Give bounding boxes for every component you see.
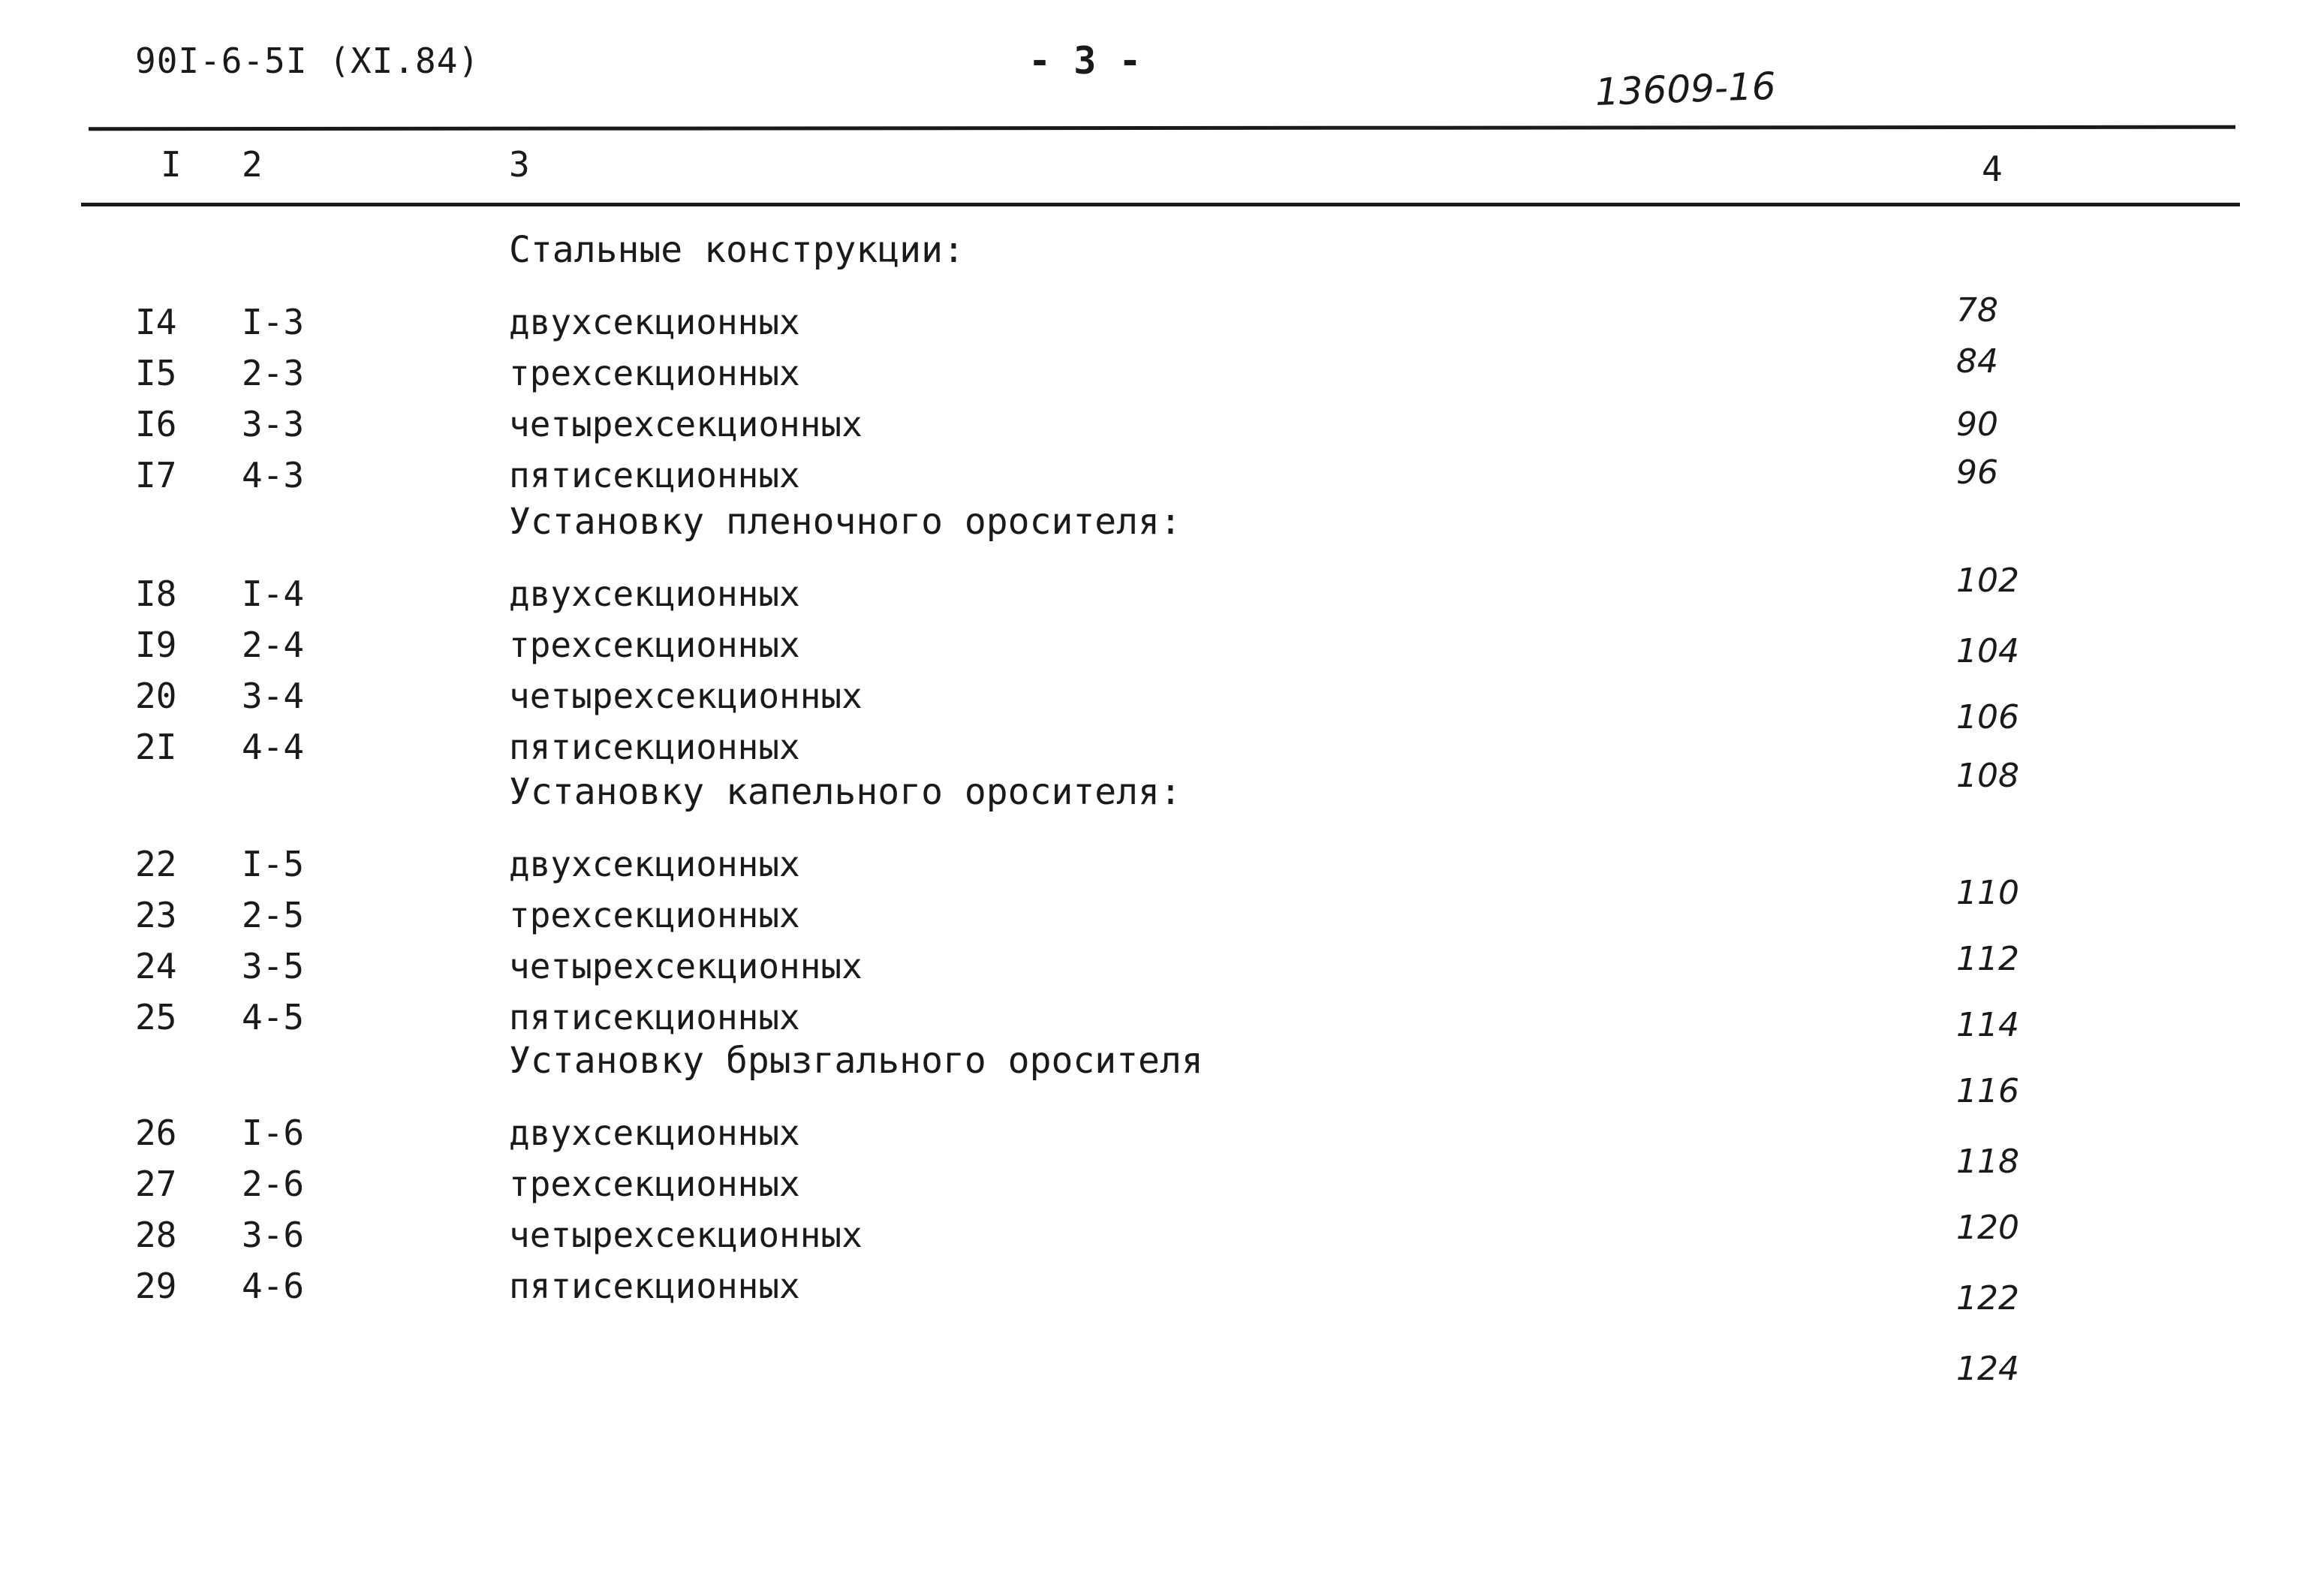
column-header-1: I [161, 144, 182, 185]
page-reference: 116 [1956, 1072, 2019, 1110]
row-number: 29 [135, 1266, 177, 1306]
drawing-ref: 3-4 [242, 676, 305, 716]
item-name: трехсекционных [509, 1164, 800, 1204]
page-reference: 78 [1956, 291, 1998, 330]
row-number: I4 [135, 302, 177, 342]
drawing-ref: 4-3 [242, 455, 305, 495]
row-number: 25 [135, 997, 177, 1037]
item-name: четырехсекционных [509, 404, 862, 444]
document-code: 90I-6-5I (XI.84) [135, 41, 480, 81]
page-reference: 102 [1956, 562, 2019, 600]
page-reference: 114 [1956, 1006, 2019, 1044]
page-reference: 104 [1956, 632, 2019, 670]
row-number: I8 [135, 574, 177, 614]
table-row [0, 946, 2306, 991]
section-title: Установку капельного оросителя: [509, 771, 1182, 813]
item-name: двухсекционных [509, 844, 800, 884]
drawing-ref: 3-6 [242, 1215, 305, 1255]
page-reference: 84 [1956, 342, 1998, 381]
page-number: - 3 - [1028, 39, 1142, 83]
row-number: 26 [135, 1113, 177, 1153]
drawing-ref: I-6 [242, 1113, 305, 1153]
table-row [0, 997, 2306, 1042]
section-title: Установку брызгального оросителя [509, 1040, 1203, 1082]
inventory-number: 13609-16 [1594, 64, 1777, 114]
item-name: четырехсекционных [509, 676, 862, 716]
drawing-ref: 4-4 [242, 727, 305, 767]
column-header-2: 2 [242, 144, 263, 185]
row-number: 27 [135, 1164, 177, 1204]
column-header-3: 3 [509, 144, 530, 185]
item-name: пятисекционных [509, 997, 800, 1037]
row-number: 24 [135, 946, 177, 986]
item-name: четырехсекционных [509, 946, 862, 986]
item-name: четырехсекционных [509, 1215, 862, 1255]
page-reference: 112 [1956, 940, 2019, 978]
drawing-ref: 3-3 [242, 404, 305, 444]
item-name: двухсекционных [509, 574, 800, 614]
item-name: двухсекционных [509, 302, 800, 342]
item-name: пятисекционных [509, 455, 800, 495]
drawing-ref: 2-3 [242, 353, 305, 393]
page-reference: 90 [1956, 405, 1998, 444]
row-number: 23 [135, 895, 177, 935]
page-reference: 106 [1956, 698, 2019, 736]
drawing-ref: I-3 [242, 302, 305, 342]
table-row [0, 1164, 2306, 1209]
row-number: I5 [135, 353, 177, 393]
row-number: 22 [135, 844, 177, 884]
section-title: Стальные конструкции: [509, 229, 965, 271]
item-name: пятисекционных [509, 1266, 800, 1306]
row-number: 2I [135, 727, 177, 767]
section-title: Установку пленочного оросителя: [509, 501, 1182, 543]
drawing-ref: I-4 [242, 574, 305, 614]
page-reference: 124 [1956, 1350, 2019, 1388]
item-name: трехсекционных [509, 625, 800, 665]
table-top-rule [89, 125, 2235, 131]
table-row [0, 1215, 2306, 1260]
item-name: двухсекционных [509, 1113, 800, 1153]
table-row [0, 1266, 2306, 1311]
item-name: трехсекционных [509, 353, 800, 393]
row-number: I7 [135, 455, 177, 495]
drawing-ref: 2-5 [242, 895, 305, 935]
row-number: 20 [135, 676, 177, 716]
item-name: трехсекционных [509, 895, 800, 935]
drawing-ref: I-5 [242, 844, 305, 884]
column-header-4: 4 [1982, 149, 2003, 189]
item-name: пятисекционных [509, 727, 800, 767]
page-reference: 108 [1956, 757, 2019, 795]
drawing-ref: 2-6 [242, 1164, 305, 1204]
table-header-rule [81, 203, 2240, 206]
row-number: I9 [135, 625, 177, 665]
page-reference: 122 [1956, 1279, 2019, 1317]
drawing-ref: 2-4 [242, 625, 305, 665]
page-reference: 110 [1956, 874, 2019, 912]
table-row [0, 895, 2306, 940]
page-reference: 118 [1956, 1143, 2019, 1181]
page-reference: 120 [1956, 1209, 2019, 1247]
drawing-ref: 4-5 [242, 997, 305, 1037]
page-reference: 96 [1956, 453, 1998, 492]
drawing-ref: 4-6 [242, 1266, 305, 1306]
drawing-ref: 3-5 [242, 946, 305, 986]
row-number: I6 [135, 404, 177, 444]
row-number: 28 [135, 1215, 177, 1255]
